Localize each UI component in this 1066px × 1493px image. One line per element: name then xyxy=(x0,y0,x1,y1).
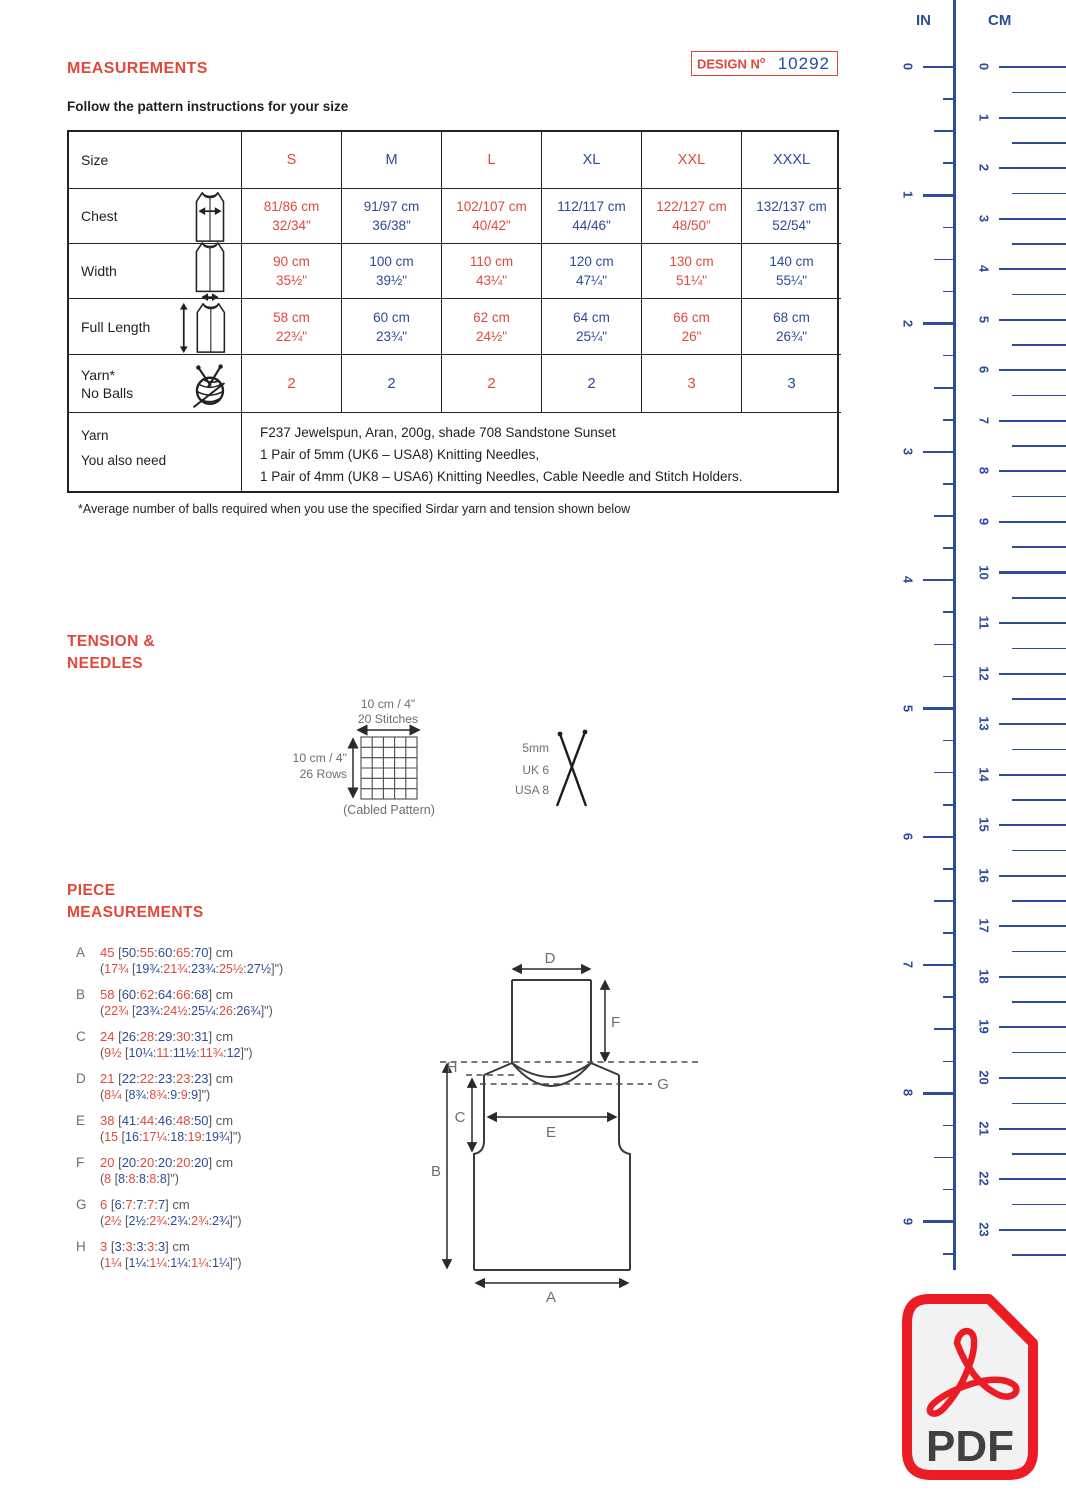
piece-measurement-item xyxy=(76,1112,416,1154)
table-cell: Full Length xyxy=(69,298,241,354)
ruler-tick xyxy=(999,1178,1066,1180)
ruler-tick xyxy=(943,227,954,229)
ruler-tick xyxy=(923,707,954,710)
ruler-tick xyxy=(934,1157,954,1159)
table-cell: M xyxy=(341,132,441,188)
ruler-number: 1 xyxy=(976,113,992,121)
ruler-number: 16 xyxy=(976,868,992,883)
piece-letter: E xyxy=(76,1113,86,1128)
ruler-number: 0 xyxy=(900,62,916,71)
cardigan-chest-icon xyxy=(187,188,233,244)
ruler-tick xyxy=(999,470,1066,472)
piece-measurements-heading: PIECE MEASUREMENTS xyxy=(67,882,204,921)
ruler-tick xyxy=(934,130,954,132)
ruler-tick xyxy=(943,996,954,998)
piece-letter: A xyxy=(76,945,86,960)
schematic-label-f: F xyxy=(611,1014,621,1031)
size-table xyxy=(67,130,839,493)
ruler-number: 2 xyxy=(976,163,992,172)
piece-inch-values: (8¼ [8¾:8¾:9:9:9]") xyxy=(100,1088,211,1102)
ruler-number: 14 xyxy=(976,766,992,782)
ruler-tick xyxy=(999,824,1066,826)
piece-measurement-item xyxy=(76,1154,416,1196)
ruler-tick xyxy=(999,976,1066,978)
table-cell: 112/117 cm 44/46" xyxy=(541,188,641,243)
ruler-tick xyxy=(943,291,954,293)
piece-letter: B xyxy=(76,987,86,1002)
ruler-number: 11 xyxy=(976,615,992,630)
piece-measurement-item xyxy=(76,944,416,986)
ruler-tick xyxy=(923,579,954,582)
tension-width-label: 10 cm / 4" xyxy=(360,697,416,711)
table-cell: 62 cm 24½" xyxy=(441,298,541,354)
schematic-label-c: C xyxy=(454,1109,466,1126)
ruler-tick xyxy=(943,1061,954,1063)
ruler-tick xyxy=(999,1128,1066,1130)
pdf-download-icon[interactable] xyxy=(899,1291,1041,1483)
table-cell: 3 xyxy=(641,354,741,412)
ruler-tick xyxy=(1012,951,1066,953)
tension-grid xyxy=(361,737,417,799)
piece-letter: F xyxy=(76,1155,85,1170)
table-cell: 132/137 cm 52/54" xyxy=(741,188,841,243)
table-cell: 91/97 cm 36/38" xyxy=(341,188,441,243)
measurements-heading: MEASUREMENTS xyxy=(67,60,208,77)
ruler-number: 9 xyxy=(900,1217,916,1225)
ruler-tick xyxy=(999,268,1066,270)
ruler-tick xyxy=(923,451,954,454)
ruler-number: 23 xyxy=(976,1221,992,1237)
ruler-tick xyxy=(943,804,954,806)
design-number: 10292 xyxy=(777,53,830,73)
ruler-tick xyxy=(943,740,954,742)
tension-stitches-label: 20 Stitches xyxy=(357,712,419,726)
ruler-tick xyxy=(999,420,1066,422)
pdf-label: PDF xyxy=(926,1422,1014,1471)
table-cell: XXXL xyxy=(741,132,841,188)
ruler-tick xyxy=(943,547,954,549)
ruler-tick xyxy=(1012,142,1066,144)
ruler-number: 3 xyxy=(976,214,992,222)
ruler-line xyxy=(953,0,956,1270)
ruler-tick xyxy=(943,355,954,357)
table-cell: Size xyxy=(81,151,109,168)
table-cell: 2 xyxy=(241,354,341,412)
ruler-tick xyxy=(934,387,954,389)
ruler-number: 22 xyxy=(976,1171,992,1186)
tension-rows-label: 26 Rows xyxy=(299,767,347,781)
tension-height-label: 10 cm / 4" xyxy=(292,751,347,765)
needle-size-usa: USA 8 xyxy=(514,783,549,797)
ruler-tick xyxy=(999,167,1066,169)
ruler-tick xyxy=(934,1028,954,1030)
needle-size-uk: UK 6 xyxy=(522,763,549,777)
ruler-tick xyxy=(1012,850,1066,852)
table-cell: 2 xyxy=(341,354,441,412)
tension-diagram xyxy=(280,690,625,822)
piece-cm-values: 3 [3:3:3:3:3] cm xyxy=(100,1239,190,1254)
ruler-number: 5 xyxy=(900,704,916,712)
ruler-tick xyxy=(1012,193,1066,195)
ruler-tick xyxy=(923,836,954,839)
ruler-tick xyxy=(999,774,1066,776)
ruler-number: 13 xyxy=(976,716,992,731)
ruler-tick xyxy=(999,925,1066,927)
ruler-tick xyxy=(943,419,954,421)
ruler-number: 20 xyxy=(976,1070,992,1085)
ruler-number: 7 xyxy=(900,960,916,969)
table-cell: 110 cm 43¼" xyxy=(441,243,541,298)
table-cell: 120 cm 47¼" xyxy=(541,243,641,298)
ruler-tick xyxy=(943,483,954,485)
tension-caption: (Cabled Pattern) xyxy=(343,803,435,817)
ruler-tick xyxy=(999,117,1066,119)
ruler-number: 1 xyxy=(900,191,916,199)
ruler-tick xyxy=(943,676,954,678)
ruler-tick xyxy=(999,571,1066,573)
ruler-cm-label: CM xyxy=(988,12,1012,29)
measurements-subtitle: Follow the pattern instructions for your size xyxy=(67,99,349,114)
ruler-tick xyxy=(923,66,954,69)
ruler-number: 9 xyxy=(976,517,992,526)
ruler-number: 21 xyxy=(976,1120,992,1136)
piece-inch-values: (8 [8:8:8:8:8]") xyxy=(100,1172,179,1186)
schematic-label-d: D xyxy=(544,950,556,967)
ruler-number: 0 xyxy=(976,62,992,71)
ruler-tick xyxy=(923,322,954,325)
table-cell: 122/127 cm 48/50" xyxy=(641,188,741,243)
piece-letter: D xyxy=(76,1071,86,1086)
table-cell: XL xyxy=(541,132,641,188)
ruler-tick xyxy=(934,259,954,261)
schematic-label-a: A xyxy=(545,1289,557,1306)
ruler-tick xyxy=(999,875,1066,877)
design-label: DESIGN $N^o$ xyxy=(697,55,766,72)
ruler-tick xyxy=(943,98,954,100)
tension-heading: TENSION & NEEDLES xyxy=(67,633,155,672)
ruler-number: 6 xyxy=(900,832,916,840)
table-cell: Yarn You also need xyxy=(69,412,241,491)
ruler-tick xyxy=(943,1189,954,1191)
needle-size-mm: 5mm xyxy=(522,741,549,755)
yarn-ball-icon xyxy=(185,355,233,413)
table-cell: F237 Jewelspun, Aran, 200g, shade 708 Sandstone Sunset 1 Pair of 5mm (UK6 – USA8) Knitting Needles, 1 Pair of 4mm (UK8 – USA6) Knitting Needles, Cable Needle and Stitch Holders. xyxy=(241,412,841,491)
ruler-tick xyxy=(923,1220,954,1223)
ruler-tick xyxy=(1012,1001,1066,1003)
ruler-number: 6 xyxy=(976,366,992,374)
table-cell: 90 cm 35½" xyxy=(241,243,341,298)
ruler-tick xyxy=(999,369,1066,371)
footnote: *Average number of balls required when you use the specified Sirdar yarn and tension shown below xyxy=(78,502,631,516)
ruler-number: 19 xyxy=(976,1019,992,1035)
ruler-number: 4 xyxy=(976,265,992,273)
piece-cm-values: 24 [26:28:29:30:31] cm xyxy=(100,1029,234,1044)
table-cell: 81/86 cm 32/34" xyxy=(241,188,341,243)
schematic-label-h: H xyxy=(446,1059,458,1076)
table-cell: XXL xyxy=(641,132,741,188)
ruler-number: 4 xyxy=(900,576,916,584)
ruler-tick xyxy=(999,1026,1066,1028)
ruler-tick xyxy=(999,622,1066,624)
ruler-tick xyxy=(999,521,1066,523)
ruler-tick xyxy=(934,515,954,517)
piece-measurement-item xyxy=(76,986,416,1028)
schematic-label-e: E xyxy=(545,1124,557,1141)
table-cell: 60 cm 23¾" xyxy=(341,298,441,354)
piece-inch-values: (2½ [2½:2¾:2¾:2¾:2¾]") xyxy=(100,1214,242,1228)
table-cell: Yarn* No Balls xyxy=(69,354,241,412)
piece-letter: H xyxy=(76,1239,86,1254)
ruler-tick xyxy=(943,1125,954,1127)
piece-letter: C xyxy=(76,1029,86,1044)
ruler-tick xyxy=(999,673,1066,675)
ruler-tick xyxy=(999,66,1066,68)
ruler-number: 12 xyxy=(976,665,992,681)
garment-schematic xyxy=(425,945,720,1310)
piece-measurements-list xyxy=(76,944,416,1280)
ruler-tick xyxy=(1012,1153,1066,1155)
ruler-number: 5 xyxy=(976,315,992,323)
ruler-tick xyxy=(1012,243,1066,245)
table-cell: L xyxy=(441,132,541,188)
table-cell: 100 cm 39½" xyxy=(341,243,441,298)
piece-inch-values: (17¾ [19¾:21¾:23¾:25½:27½]") xyxy=(100,962,284,976)
piece-inch-values: (9½ [10¼:11:11½:11¾:12]") xyxy=(100,1046,253,1060)
table-cell: Chest xyxy=(69,188,241,243)
piece-inch-values: (22¾ [23¾:24½:25¼:26:26¾]") xyxy=(100,1004,273,1018)
ruler-tick xyxy=(1012,799,1066,801)
ruler-tick xyxy=(999,1077,1066,1079)
ruler-tick xyxy=(923,194,954,197)
ruler-tick xyxy=(934,900,954,902)
cardigan-width-icon xyxy=(187,239,233,303)
ruler-tick xyxy=(1012,1052,1066,1054)
piece-inch-values: (1¼ [1¼:1¼:1¼:1¼:1¼]") xyxy=(100,1256,242,1270)
piece-cm-values: 38 [41:44:46:48:50] cm xyxy=(100,1113,234,1128)
table-cell: 130 cm 51¼" xyxy=(641,243,741,298)
ruler-tick xyxy=(1012,749,1066,751)
ruler-number: 17 xyxy=(976,918,992,934)
piece-measurement-item xyxy=(76,1196,416,1238)
ruler-number: 18 xyxy=(976,969,992,984)
table-cell: 2 xyxy=(441,354,541,412)
ruler-tick xyxy=(1012,92,1066,94)
ruler-number: 2 xyxy=(900,319,916,327)
table-cell: 102/107 cm 40/42" xyxy=(441,188,541,243)
cardigan-length-icon xyxy=(179,298,233,356)
ruler-tick xyxy=(1012,597,1066,599)
ruler-tick xyxy=(1012,546,1066,548)
table-cell: 68 cm 26¾" xyxy=(741,298,841,354)
ruler-number: 3 xyxy=(900,447,916,455)
ruler-tick xyxy=(1012,344,1066,346)
ruler-tick xyxy=(923,1092,954,1095)
ruler-tick xyxy=(999,723,1066,725)
ruler-tick xyxy=(923,964,954,967)
ruler-number: 8 xyxy=(900,1089,916,1097)
table-cell: 58 cm 22¾" xyxy=(241,298,341,354)
piece-letter: G xyxy=(76,1197,87,1212)
ruler-tick xyxy=(1012,900,1066,902)
ruler-tick xyxy=(999,319,1066,321)
ruler-tick xyxy=(1012,648,1066,650)
table-cell: S xyxy=(241,132,341,188)
ruler-tick xyxy=(999,1229,1066,1231)
ruler-tick xyxy=(943,1253,954,1255)
ruler-tick xyxy=(943,868,954,870)
ruler-tick xyxy=(1012,395,1066,397)
piece-inch-values: (15 [16:17¼:18:19:19¾]") xyxy=(100,1130,242,1144)
ruler-tick xyxy=(1012,698,1066,700)
piece-measurement-item xyxy=(76,1070,416,1112)
ruler-number: 8 xyxy=(976,467,992,475)
ruler-tick xyxy=(943,932,954,934)
design-number-box xyxy=(691,51,838,76)
schematic-label-b: B xyxy=(430,1163,442,1180)
knitting-needles-icon xyxy=(557,730,587,806)
ruler-tick xyxy=(1012,1103,1066,1105)
ruler-tick xyxy=(1012,294,1066,296)
piece-cm-values: 45 [50:55:60:65:70] cm xyxy=(100,945,234,960)
ruler-tick xyxy=(934,772,954,774)
table-cell: 2 xyxy=(541,354,641,412)
ruler-tick xyxy=(1012,445,1066,447)
ruler-tick xyxy=(1012,496,1066,498)
table-cell: 140 cm 55¼" xyxy=(741,243,841,298)
table-cell: 3 xyxy=(741,354,841,412)
table-cell: 66 cm 26" xyxy=(641,298,741,354)
piece-cm-values: 20 [20:20:20:20:20] cm xyxy=(100,1155,234,1170)
schematic-label-g: G xyxy=(657,1076,669,1093)
ruler-number: 15 xyxy=(976,817,992,833)
ruler-tick xyxy=(943,611,954,613)
ruler-tick xyxy=(943,162,954,164)
ruler-tick xyxy=(934,644,954,646)
ruler-number: 7 xyxy=(976,416,992,424)
ruler-inches-label: IN xyxy=(916,12,931,29)
ruler-number: 10 xyxy=(976,564,992,580)
piece-measurement-item xyxy=(76,1028,416,1070)
piece-measurement-item xyxy=(76,1238,416,1280)
piece-cm-values: 58 [60:62:64:66:68] cm xyxy=(100,987,234,1002)
piece-cm-values: 6 [6:7:7:7:7] cm xyxy=(100,1197,190,1212)
ruler-tick xyxy=(1012,1204,1066,1206)
ruler-tick xyxy=(999,218,1066,220)
ruler-tick xyxy=(1012,1254,1066,1256)
table-cell: Width xyxy=(69,243,241,298)
piece-cm-values: 21 [22:22:23:23:23] cm xyxy=(100,1071,234,1086)
table-cell: 64 cm 25¼" xyxy=(541,298,641,354)
